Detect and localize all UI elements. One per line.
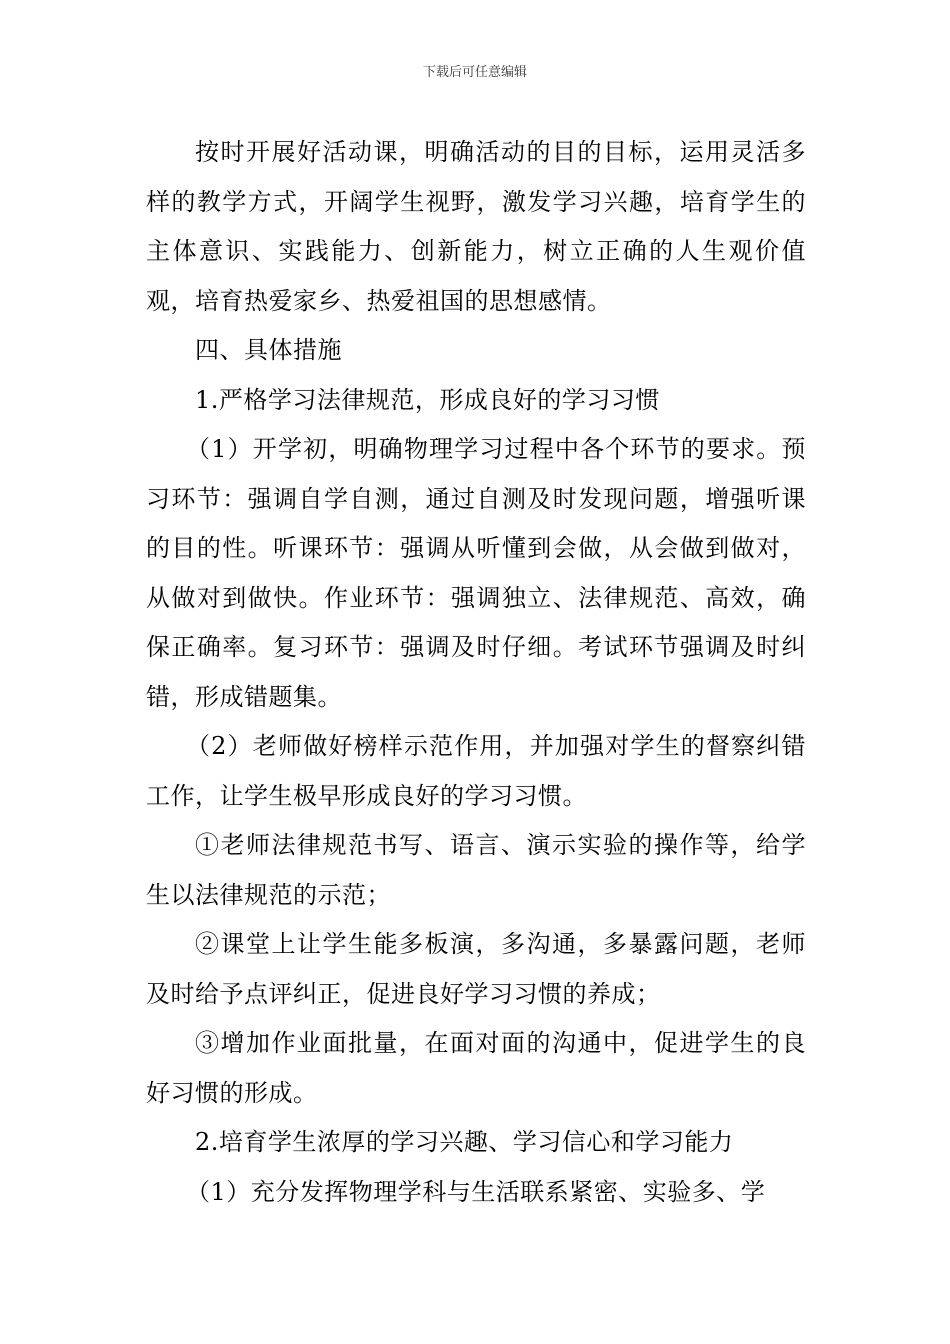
section-heading-measures: 四、具体措施 xyxy=(195,336,342,364)
subheading-learning-habits: 1.严格学习法律规范，形成良好的学习习惯 xyxy=(195,385,660,414)
paragraph-circled-2: ②课堂上让学生能多板演，多沟通，多暴露问题，老师及时给予点评纠正，促进良好学习习惯的养成； xyxy=(146,930,806,1008)
page-header-note: 下载后可任意编辑 xyxy=(422,65,527,80)
paragraph-item-1-physics-life: （1）充分发挥物理学科与生活联系紧密、实验多、学 xyxy=(186,1177,766,1206)
document-body xyxy=(146,128,806,1217)
paragraph-activity-class: 按时开展好活动课，明确活动的目的目标，运用灵活多样的教学方式，开阔学生视野，激发学习兴趣，培育学生的主体意识、实践能力、创新能力，树立正确的人生观价值观，培育热爱家乡、热爱祖国的思想感情。 xyxy=(146,138,806,315)
paragraph-item-2-teacher-example: （2）老师做好榜样示范作用，并加强对学生的督察纠错工作，让学生极早形成良好的学习习惯。 xyxy=(146,732,806,810)
paragraph-circled-1: ①老师法律规范书写、语言、演示实验的操作等，给学生以法律规范的示范； xyxy=(146,831,806,909)
paragraph-item-1-requirements: （1）开学初，明确物理学习过程中各个环节的要求。预习环节：强调自学自测，通过自测及时发现问题，增强听课的目的性。听课环节：强调从听懂到会做，从会做到做对，从做对到做快。作业环节：强调独立、法律规范、高效，确保正确率。复习环节：强调及时仔细。考试环节强调及时纠错，形成错题集。 xyxy=(146,435,806,711)
paragraph-circled-3: ③增加作业面批量，在面对面的沟通中，促进学生的良好习惯的形成。 xyxy=(146,1029,806,1107)
subheading-interest-confidence: 2.培育学生浓厚的学习兴趣、学习信心和学习能力 xyxy=(195,1128,734,1156)
